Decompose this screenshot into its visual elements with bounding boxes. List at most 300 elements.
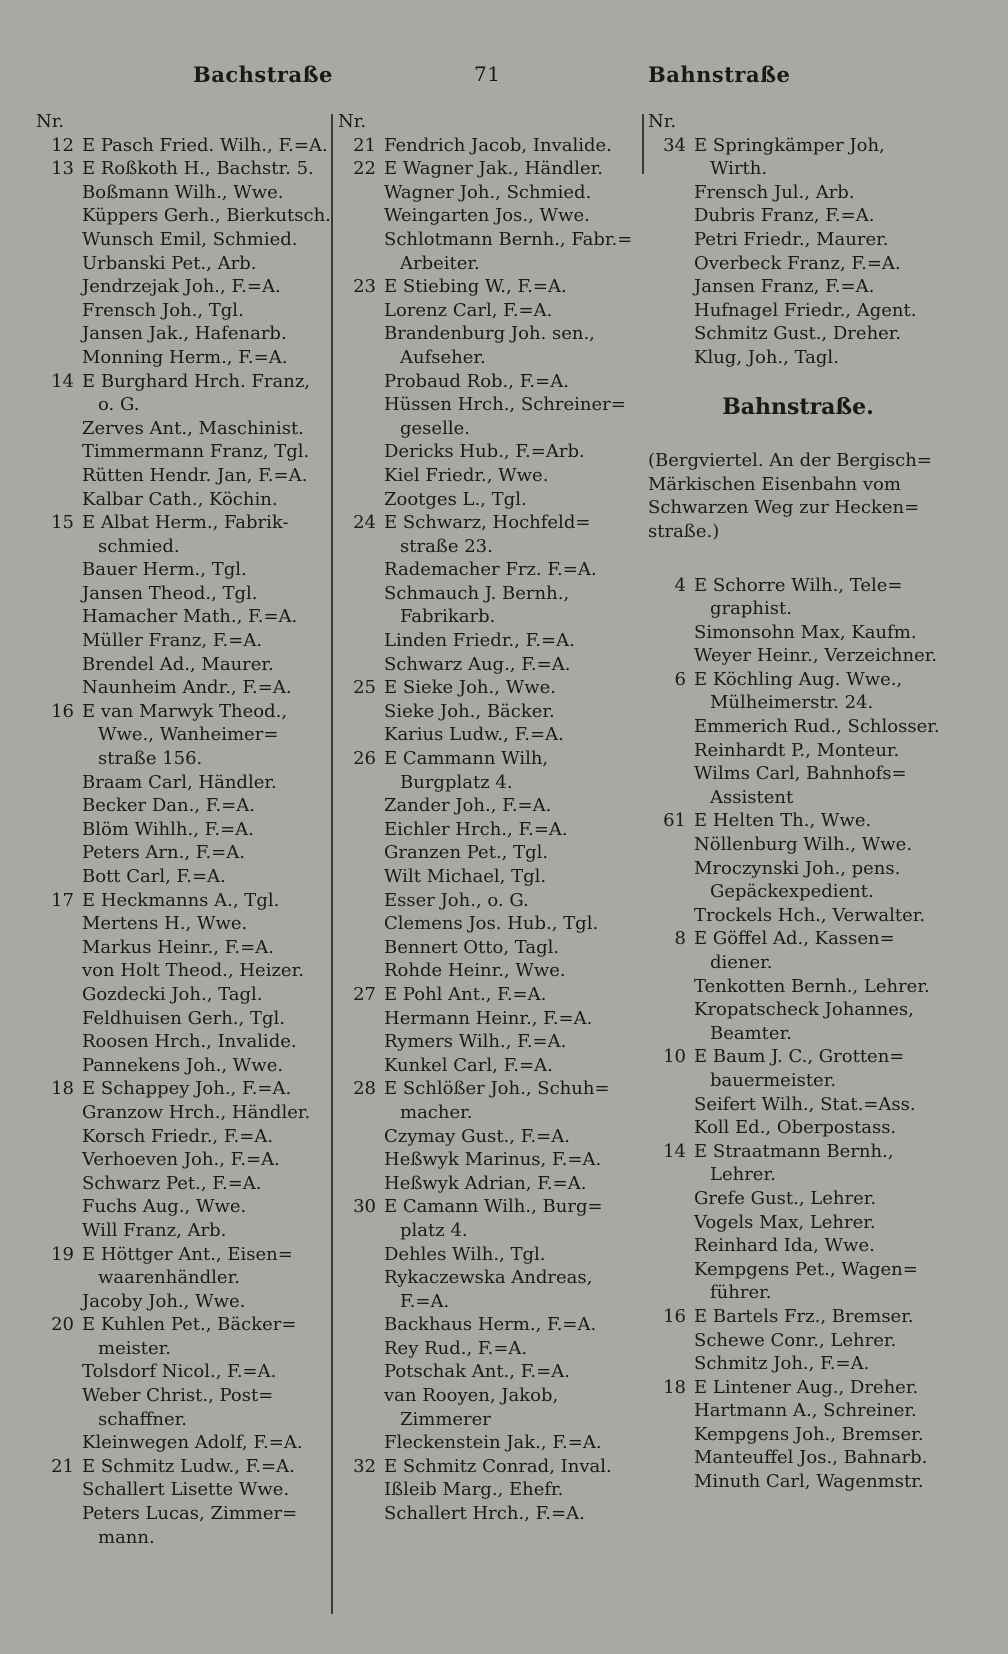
entry-text: Naunheim Andr., F.=A. <box>82 677 292 699</box>
house-number <box>648 204 694 228</box>
entry-text: Czymay Gust., F.=A. <box>384 1125 570 1147</box>
house-number <box>36 1007 82 1031</box>
list-item <box>338 464 638 488</box>
list-item <box>648 1281 948 1305</box>
house-number <box>36 558 82 582</box>
house-number <box>36 275 82 299</box>
house-number <box>36 181 82 205</box>
house-number <box>36 582 82 606</box>
house-number: 23 <box>353 276 376 298</box>
list-item <box>648 1022 948 1046</box>
entry-text: Klug, Joh., Tagl. <box>694 346 839 368</box>
list-item <box>36 1313 326 1337</box>
house-number <box>338 653 384 677</box>
entry-text: E Stiebing W., F.=A. <box>384 276 567 298</box>
list-item <box>338 818 638 842</box>
entry-text: Kempgens Joh., Bremser. <box>694 1423 924 1445</box>
list-item <box>648 346 948 370</box>
list-item <box>36 275 326 299</box>
list-item <box>36 983 326 1007</box>
list-item <box>338 1054 638 1078</box>
list-item <box>36 1243 326 1267</box>
list-item <box>338 983 638 1007</box>
list-item <box>648 1045 948 1069</box>
list-item <box>36 605 326 629</box>
house-number <box>36 1360 82 1384</box>
entry-text: straße 156. <box>98 748 203 770</box>
entry-text: Aufseher. <box>400 346 486 368</box>
house-number <box>648 621 694 645</box>
house-number <box>36 983 82 1007</box>
house-number <box>338 723 384 747</box>
list-item <box>36 1455 326 1479</box>
entry-text: Korsch Friedr., F.=A. <box>82 1125 274 1147</box>
entry-text: Schmitz Gust., Dreher. <box>694 323 902 345</box>
house-number: 6 <box>674 668 686 690</box>
entry-text: Peters Lucas, Zimmer= <box>82 1503 298 1525</box>
entry-text: E Pohl Ant., F.=A. <box>384 983 547 1005</box>
list-item <box>648 252 948 276</box>
entry-text: Nöllenburg Wilh., Wwe. <box>694 834 913 856</box>
column-divider <box>331 114 333 1614</box>
entry-text: E van Marwyk Theod., <box>82 700 288 722</box>
entry-text: Heßwyk Marinus, F.=A. <box>384 1149 602 1171</box>
list-item <box>648 1258 948 1282</box>
entry-text: Bauer Herm., Tgl. <box>82 559 247 581</box>
list-item <box>648 1211 948 1235</box>
list-item <box>338 134 638 158</box>
house-number <box>648 275 694 299</box>
entry-text: platz 4. <box>400 1219 468 1241</box>
house-number <box>36 1290 82 1314</box>
entry-text: Verhoeven Joh., F.=A. <box>82 1149 280 1171</box>
list-item <box>36 629 326 653</box>
entry-text: Kunkel Carl, F.=A. <box>384 1054 553 1076</box>
house-number <box>338 558 384 582</box>
house-number <box>338 1384 384 1408</box>
house-number: 17 <box>51 889 74 911</box>
house-number <box>36 1172 82 1196</box>
house-number: 34 <box>663 134 686 156</box>
entry-text: Manteuffel Jos., Bahnarb. <box>694 1447 928 1469</box>
house-number <box>338 299 384 323</box>
house-number <box>648 1423 694 1447</box>
entry-text: Rohde Heinr., Wwe. <box>384 960 566 982</box>
list-item <box>36 1478 326 1502</box>
house-number <box>36 912 82 936</box>
list-item <box>36 912 326 936</box>
list-item <box>36 747 326 771</box>
list-item <box>338 1219 638 1243</box>
list-item <box>36 558 326 582</box>
house-number <box>36 322 82 346</box>
list-item <box>648 204 948 228</box>
list-item <box>338 723 638 747</box>
list-item <box>648 975 948 999</box>
house-number: 16 <box>51 700 74 722</box>
list-item <box>36 700 326 724</box>
entry-text: Hermann Heinr., F.=A. <box>384 1007 593 1029</box>
entry-text: Kalbar Cath., Köchin. <box>82 488 278 510</box>
house-number: 30 <box>353 1196 376 1218</box>
list-item <box>36 676 326 700</box>
house-number <box>36 865 82 889</box>
entry-text: Fleckenstein Jak., F.=A. <box>384 1432 602 1454</box>
house-number <box>338 959 384 983</box>
entry-text: Weber Christ., Post= <box>82 1385 274 1407</box>
entry-text: meister. <box>98 1337 171 1359</box>
header-left-street: Bachstraße <box>193 62 333 87</box>
entry-text: Petri Friedr., Maurer. <box>694 228 889 250</box>
house-number <box>648 252 694 276</box>
list-item <box>36 582 326 606</box>
entry-text: Tolsdorf Nicol., F.=A. <box>82 1361 277 1383</box>
entry-text: Jansen Franz, F.=A. <box>694 276 875 298</box>
house-number <box>36 605 82 629</box>
entry-text: Schwarz Pet., F.=A. <box>82 1172 262 1194</box>
entry-text: Braam Carl, Händler. <box>82 771 277 793</box>
list-item <box>36 1526 326 1550</box>
house-number: 21 <box>51 1455 74 1477</box>
list-item <box>36 1431 326 1455</box>
entry-text: Mertens H., Wwe. <box>82 913 248 935</box>
list-item <box>338 228 638 252</box>
list-item <box>338 889 638 913</box>
list-item <box>36 417 326 441</box>
list-item <box>648 691 948 715</box>
list-item <box>36 252 326 276</box>
house-number <box>338 794 384 818</box>
section-note-line: (Bergviertel. An der Bergisch= <box>648 450 932 472</box>
house-number <box>36 228 82 252</box>
list-item <box>36 440 326 464</box>
list-item <box>338 322 638 346</box>
entry-text: E Köchling Aug. Wwe., <box>694 668 903 690</box>
list-item <box>36 1290 326 1314</box>
list-item <box>648 644 948 668</box>
entry-text: Sieke Joh., Bäcker. <box>384 700 555 722</box>
list-item <box>338 299 638 323</box>
house-number <box>648 833 694 857</box>
column-1 <box>36 110 331 1549</box>
entry-text: Minuth Carl, Wagenmstr. <box>694 1471 924 1493</box>
house-number <box>338 440 384 464</box>
house-number: 4 <box>674 574 686 596</box>
entry-text: Frensch Joh., Tgl. <box>82 299 244 321</box>
house-number <box>36 346 82 370</box>
house-number <box>36 841 82 865</box>
entry-text: E Cammann Wilh, <box>384 748 549 770</box>
entry-text: Granzen Pet., Tgl. <box>384 842 549 864</box>
entry-text: Zerves Ant., Maschinist. <box>82 417 304 439</box>
list-item <box>648 1446 948 1470</box>
entry-text: Seifert Wilh., Stat.=Ass. <box>694 1093 916 1115</box>
column-2 <box>338 110 638 1526</box>
entry-text: Monning Herm., F.=A. <box>82 346 288 368</box>
house-number <box>338 1266 384 1290</box>
list-item <box>648 857 948 881</box>
entry-text: Kiel Friedr., Wwe. <box>384 464 549 486</box>
house-number <box>338 1148 384 1172</box>
entry-text: Frensch Jul., Arb. <box>694 181 855 203</box>
list-item <box>338 181 638 205</box>
list-item <box>648 228 948 252</box>
list-item <box>36 488 326 512</box>
list-item <box>338 558 638 582</box>
house-number <box>648 1116 694 1140</box>
entry-text: von Holt Theod., Heizer. <box>82 960 304 982</box>
list-item <box>338 252 638 276</box>
entry-text: Eichler Hrch., F.=A. <box>384 818 568 840</box>
entry-text: E Schlößer Joh., Schuh= <box>384 1078 610 1100</box>
entry-text: E Pasch Fried. Wilh., F.=A. <box>82 134 328 156</box>
house-number <box>648 1093 694 1117</box>
list-item <box>338 865 638 889</box>
house-number <box>338 1172 384 1196</box>
house-number <box>36 794 82 818</box>
entry-text: Probaud Rob., F.=A. <box>384 370 569 392</box>
entry-text: Schmitz Joh., F.=A. <box>694 1353 870 1375</box>
list-item <box>648 1305 948 1329</box>
list-item <box>36 1219 326 1243</box>
list-item <box>648 951 948 975</box>
list-item <box>338 653 638 677</box>
house-number: 19 <box>51 1243 74 1265</box>
entry-text: macher. <box>400 1101 473 1123</box>
house-number <box>338 181 384 205</box>
entry-text: Zander Joh., F.=A. <box>384 795 552 817</box>
house-number <box>36 936 82 960</box>
house-number <box>648 739 694 763</box>
list-item <box>648 1069 948 1093</box>
entry-text: E Baum J. C., Grotten= <box>694 1046 905 1068</box>
list-item <box>338 1148 638 1172</box>
list-item <box>36 204 331 228</box>
house-number <box>648 644 694 668</box>
list-item <box>338 346 638 370</box>
column-3 <box>648 110 948 1494</box>
house-number <box>36 653 82 677</box>
entry-text: Wilt Michael, Tgl. <box>384 866 547 887</box>
house-number <box>338 912 384 936</box>
house-number <box>648 1329 694 1353</box>
list-item <box>338 1455 638 1479</box>
house-number <box>338 1431 384 1455</box>
list-item <box>648 597 948 621</box>
house-number <box>338 393 384 417</box>
house-number <box>338 488 384 512</box>
entry-text: Hüssen Hrch., Schreiner= <box>384 394 626 416</box>
entry-text: Küppers Gerh., Bierkutsch. <box>82 205 331 227</box>
list-item <box>648 715 948 739</box>
entry-text: straße 23. <box>400 535 493 557</box>
list-item <box>338 511 638 535</box>
entry-text: E Schmitz Conrad, Inval. <box>384 1455 612 1477</box>
entry-text: Heßwyk Adrian, F.=A. <box>384 1172 587 1194</box>
entry-text: E Roßkoth H., Bachstr. 5. <box>82 158 314 180</box>
house-number <box>338 582 384 606</box>
entry-text: Feldhuisen Gerh., Tgl. <box>82 1007 285 1029</box>
house-number <box>648 1258 694 1282</box>
list-item <box>648 299 948 323</box>
list-item <box>338 676 638 700</box>
list-item <box>648 1116 948 1140</box>
house-number <box>648 1399 694 1423</box>
entry-text: Fendrich Jacob, Invalide. <box>384 134 612 156</box>
entry-text: Rütten Hendr. Jan, F.=A. <box>82 464 308 486</box>
list-item <box>338 1007 638 1031</box>
entry-text: schmied. <box>98 535 180 557</box>
list-item <box>36 1384 326 1408</box>
list-item <box>338 629 638 653</box>
entry-text: Will Franz, Arb. <box>82 1219 227 1241</box>
header-right-street: Bahnstraße <box>648 62 791 87</box>
list-item <box>338 393 638 417</box>
entry-text: Wwe., Wanheimer= <box>98 724 279 746</box>
house-number <box>338 936 384 960</box>
house-number <box>338 629 384 653</box>
entry-text: Lorenz Carl, F.=A. <box>384 299 553 321</box>
list-item <box>648 1352 948 1376</box>
entry-text: E Schmitz Ludw., F.=A. <box>82 1455 295 1477</box>
entry-text: E Camann Wilh., Burg= <box>384 1196 603 1218</box>
entry-text: Grefe Gust., Lehrer. <box>694 1187 877 1209</box>
section-note-line: Schwarzen Weg zur Hecken= <box>648 497 920 519</box>
list-item <box>338 157 638 181</box>
entry-text: schaffner. <box>98 1408 188 1430</box>
house-number <box>338 228 384 252</box>
entry-text: Markus Heinr., F.=A. <box>82 936 274 958</box>
entry-text: E Burghard Hrch. Franz, <box>82 370 311 392</box>
list-item <box>338 1077 638 1101</box>
list-item <box>36 1101 326 1125</box>
list-item <box>36 818 326 842</box>
house-number <box>338 1007 384 1031</box>
entry-text: Rey Rud., F.=A. <box>384 1337 528 1359</box>
entry-text: Müller Franz, F.=A. <box>82 630 263 652</box>
house-number <box>36 1195 82 1219</box>
entry-text: E Kuhlen Pet., Bäcker= <box>82 1314 297 1336</box>
nr-label: Nr. <box>36 111 65 132</box>
list-item <box>338 535 638 559</box>
house-number <box>648 299 694 323</box>
list-item <box>648 880 948 904</box>
list-item <box>648 762 948 786</box>
house-number: 26 <box>353 748 376 770</box>
house-number <box>338 1243 384 1267</box>
list-item <box>338 488 638 512</box>
entry-text: graphist. <box>710 598 792 620</box>
entry-text: E Schappey Joh., F.=A. <box>82 1078 292 1100</box>
entry-text: Gepäckexpedient. <box>710 881 874 903</box>
entry-text: Arbeiter. <box>400 252 480 274</box>
list-item <box>648 1423 948 1447</box>
entry-text: führer. <box>710 1282 772 1304</box>
entry-text: Schallert Hrch., F.=A. <box>384 1503 585 1525</box>
entry-text: E Höttger Ant., Eisen= <box>82 1243 293 1265</box>
list-item <box>338 1431 638 1455</box>
house-number <box>36 252 82 276</box>
list-item <box>338 771 638 795</box>
list-item <box>36 535 326 559</box>
entry-text: Urbanski Pet., Arb. <box>82 252 257 274</box>
house-number <box>648 1187 694 1211</box>
list-item <box>36 723 326 747</box>
house-number <box>338 1125 384 1149</box>
house-number <box>36 417 82 441</box>
house-number: 14 <box>663 1140 686 1162</box>
entry-text: Jansen Jak., Hafenarb. <box>82 323 287 345</box>
list-item <box>338 1337 638 1361</box>
list-item <box>36 1054 326 1078</box>
list-item <box>338 204 638 228</box>
entry-text: Potschak Ant., F.=A. <box>384 1361 570 1383</box>
house-number: 32 <box>353 1455 376 1477</box>
entry-text: Brendel Ad., Maurer. <box>82 653 274 675</box>
entry-text: Beamter. <box>710 1022 792 1044</box>
entry-text: Kropatscheck Johannes, <box>694 999 914 1021</box>
entry-text: Jansen Theod., Tgl. <box>82 582 258 604</box>
house-number <box>338 1502 384 1526</box>
entry-text: Reinhard Ida, Wwe. <box>694 1235 875 1257</box>
entry-text: Wagner Joh., Schmied. <box>384 181 592 203</box>
list-item <box>338 1408 638 1432</box>
entry-text: Kleinwegen Adolf, F.=A. <box>82 1432 303 1454</box>
entry-text: Boßmann Wilh., Wwe. <box>82 181 284 203</box>
house-number <box>648 998 694 1022</box>
entry-text: Lehrer. <box>710 1164 776 1186</box>
list-item <box>338 841 638 865</box>
house-number: 16 <box>663 1305 686 1327</box>
entry-text: Peters Arn., F.=A. <box>82 842 245 864</box>
entry-text: Kempgens Pet., Wagen= <box>694 1258 918 1280</box>
list-item <box>338 605 638 629</box>
list-item <box>338 1502 638 1526</box>
house-number <box>338 818 384 842</box>
entry-text: Esser Joh., o. G. <box>384 889 529 911</box>
list-item <box>648 1376 948 1400</box>
list-item <box>36 1337 326 1361</box>
list-item <box>36 1172 326 1196</box>
entry-text: Schewe Conr., Lehrer. <box>694 1329 897 1351</box>
entry-text: Mroczynski Joh., pens. <box>694 857 901 879</box>
list-item <box>338 582 638 606</box>
house-number <box>36 488 82 512</box>
house-number: 20 <box>51 1314 74 1336</box>
house-number <box>648 762 694 786</box>
entry-text: Trockels Hch., Verwalter. <box>694 904 926 926</box>
list-item <box>648 1140 948 1164</box>
entry-text: Vogels Max, Lehrer. <box>694 1211 876 1233</box>
house-number <box>648 1352 694 1376</box>
entry-text: E Straatmann Bernh., <box>694 1140 894 1162</box>
list-item <box>36 299 326 323</box>
entry-text: Tenkotten Bernh., Lehrer. <box>694 975 930 997</box>
house-number <box>648 228 694 252</box>
house-number <box>648 1211 694 1235</box>
entry-text: Dericks Hub., F.=Arb. <box>384 441 585 463</box>
house-number <box>648 346 694 370</box>
house-number <box>338 1054 384 1078</box>
list-item <box>648 1234 948 1258</box>
house-number <box>338 1337 384 1361</box>
house-number <box>648 715 694 739</box>
house-number <box>36 629 82 653</box>
list-item <box>338 1384 638 1408</box>
entry-text: Gozdecki Joh., Tagl. <box>82 983 263 1005</box>
entry-text: Koll Ed., Oberpostass. <box>694 1117 897 1139</box>
list-item <box>36 936 326 960</box>
